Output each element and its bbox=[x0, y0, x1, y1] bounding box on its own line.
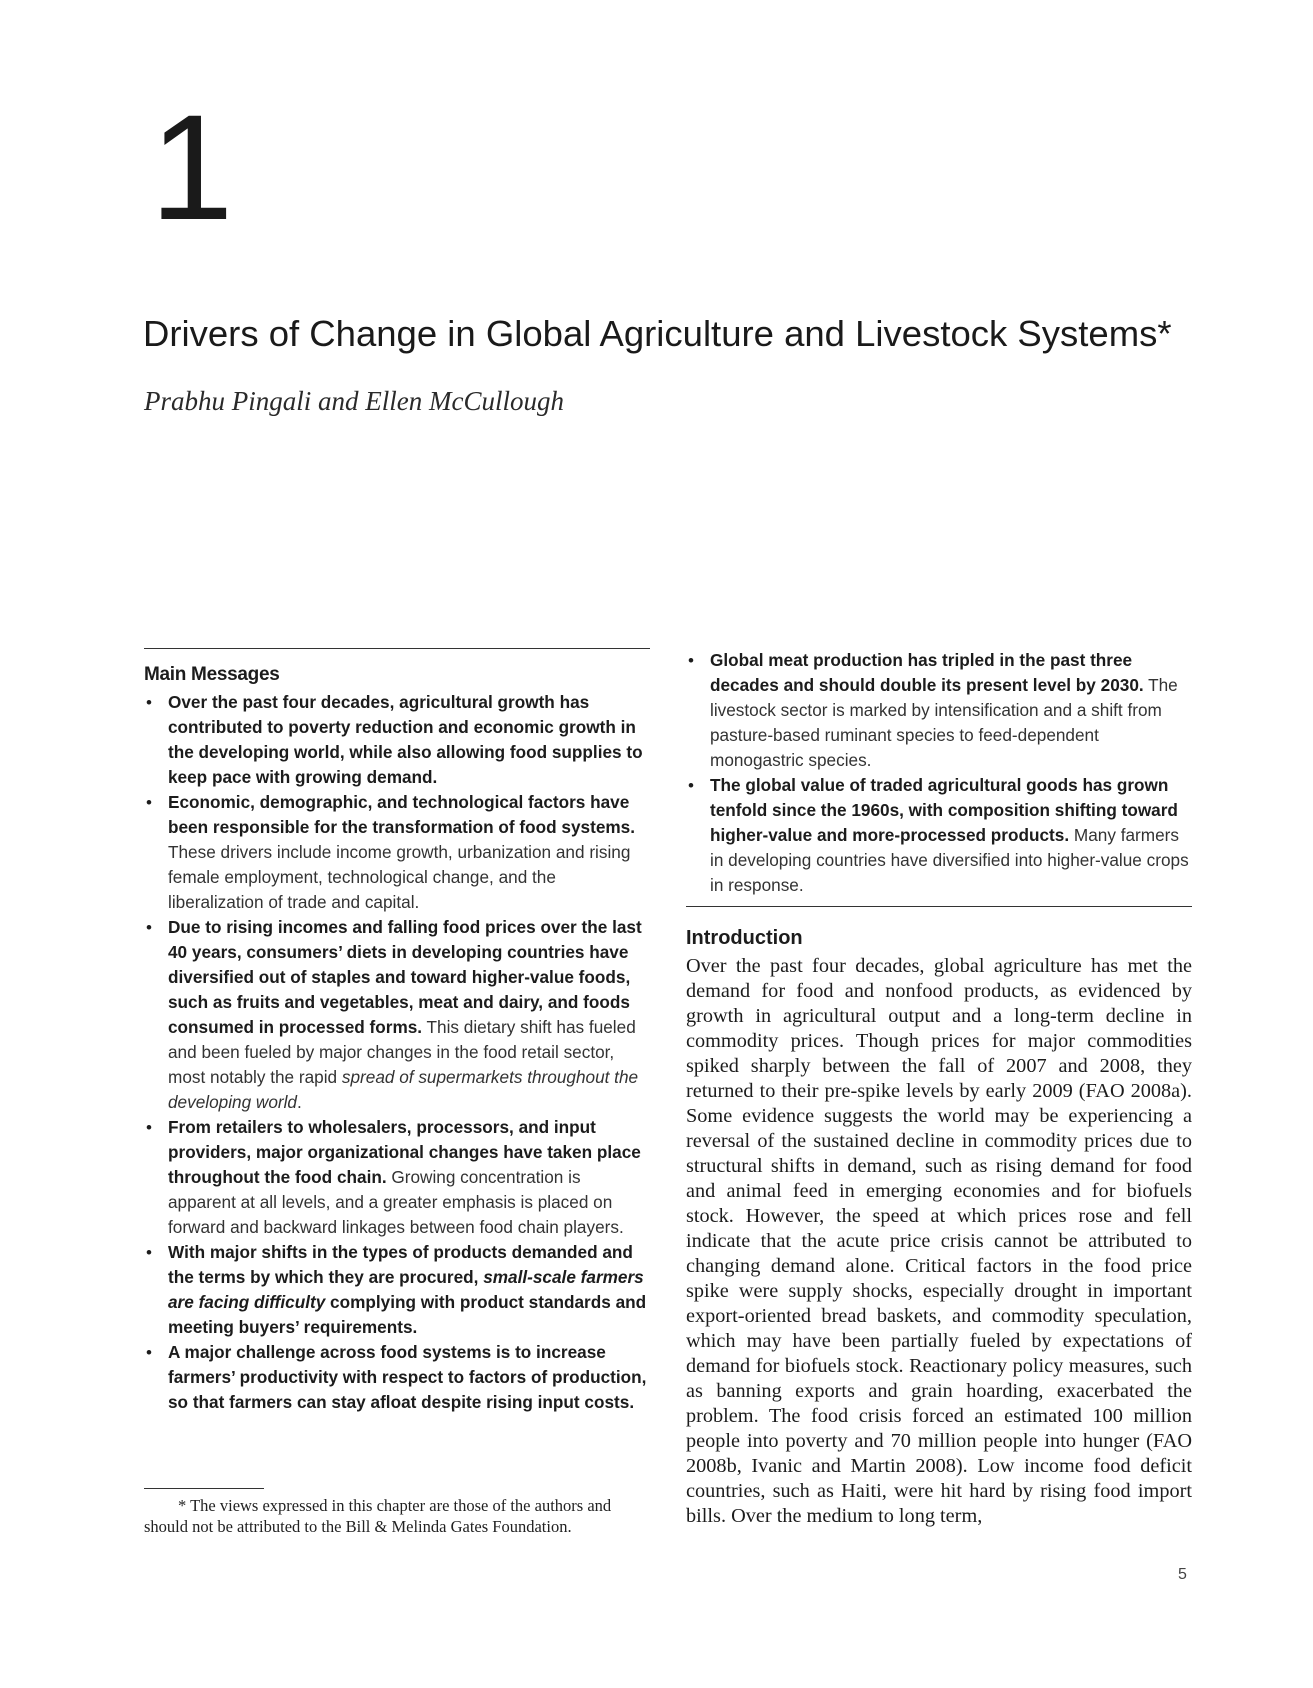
message-bold: Economic, demographic, and technological factors have been responsible for the transformation of food systems. bbox=[168, 792, 635, 837]
main-messages-heading: Main Messages bbox=[144, 664, 280, 685]
message-bold: From retailers to wholesalers, processors, and input providers, major organizational changes have taken place throughout the food chain. bbox=[168, 1117, 641, 1187]
message-bold: With major shifts in the types of products demanded and the terms by which they are procured, bbox=[168, 1242, 633, 1287]
page-number: 5 bbox=[1178, 1566, 1187, 1583]
message-text: This dietary shift has fueled and been fueled by major changes in the food retail sector, most notably the rapid bbox=[168, 1017, 636, 1087]
message-bold: Global meat production has tripled in the past three decades and should double its present level by 2030. bbox=[710, 650, 1144, 695]
message-bold-italic: small-scale farmers are facing difficulty bbox=[168, 1267, 644, 1312]
message-text: Many farmers in developing countries have diversified into higher-value crops in response. bbox=[710, 825, 1189, 895]
footnote: * The views expressed in this chapter are those of the authors and should not be attributed to the Bill & Melinda Gates Foundation. bbox=[144, 1496, 612, 1536]
list-item bbox=[144, 1340, 650, 1415]
list-item bbox=[686, 773, 1192, 898]
message-text: Growing concentration is apparent at all levels, and a greater emphasis is placed on forward and backward linkages between food chain players. bbox=[168, 1167, 624, 1237]
list-item bbox=[144, 1115, 650, 1240]
chapter-title: Drivers of Change in Global Agriculture and Livestock Systems* bbox=[143, 313, 1172, 354]
message-text: The livestock sector is marked by intensification and a shift from pasture-based ruminant species to feed-dependent monogastric species. bbox=[710, 675, 1178, 770]
top-rule bbox=[144, 648, 650, 649]
section-rule bbox=[686, 906, 1192, 907]
list-item bbox=[144, 690, 650, 790]
introduction-paragraph: Over the past four decades, global agriculture has met the demand for food and nonfood products, as evidenced by growth in agricultural output and a long-term decline in commodity prices. Though prices for major commodities spiked sharply between the fall of 2007 and 2008, they returned to their pre-spike levels by early 2009 (FAO 2008a). Some evidence suggests the world may be experiencing a reversal of the sustained decline in commodity prices due to structural shifts in demand, such as rising demand for food and animal feed in emerging economies and for biofuels stock. However, the speed at which prices rose and fell indicate that the acute price crisis cannot be attributed to changing demand alone. Critical factors in the food price spike were supply shocks, especially drought in important export-oriented bread baskets, and commodity speculation, which may have been partially fueled by expectations of demand for biofuels stock. Reactionary policy measures, such as banning exports and grain hoarding, exacerbated the problem. The food crisis forced an estimated 100 million people into poverty and 70 million people into hunger (FAO 2008b, Ivanic and Martin 2008). Low income food deficit countries, such as Haiti, were hit hard by rising food import bills. Over the medium to long term, bbox=[686, 955, 1192, 1527]
main-messages-list-continued bbox=[686, 648, 1192, 898]
footnote-rule bbox=[144, 1488, 264, 1489]
message-bold: Over the past four decades, agricultural growth has contributed to poverty reduction and economic growth in the developing world, while also allowing food supplies to keep pace with growing demand. bbox=[168, 692, 643, 787]
main-messages-left-column bbox=[144, 648, 650, 1415]
message-bold: Due to rising incomes and falling food prices over the last 40 years, consumers’ diets in developing countries have diversified out of staples and toward higher-value foods, such as fruits and vegetables, meat and dairy, and foods consumed in processed forms. bbox=[168, 917, 642, 1037]
message-text: These drivers include income growth, urbanization and rising female employment, technological change, and the liberalization of trade and capital. bbox=[168, 842, 631, 912]
chapter-number: 1 bbox=[150, 83, 234, 251]
message-bold: A major challenge across food systems is to increase farmers’ productivity with respect to factors of production, so that farmers can stay afloat despite rising input costs. bbox=[168, 1342, 647, 1412]
introduction-heading: Introduction bbox=[686, 927, 803, 949]
list-item bbox=[144, 790, 650, 915]
main-messages-list bbox=[144, 690, 650, 1415]
message-bold-end: complying with product standards and meeting buyers’ requirements. bbox=[168, 1292, 647, 1337]
message-bold: The global value of traded agricultural goods has grown tenfold since the 1960s, with composition shifting toward higher-value and more-processed products. bbox=[710, 775, 1178, 845]
message-text-end: . bbox=[297, 1092, 302, 1112]
chapter-authors: Prabhu Pingali and Ellen McCullough bbox=[144, 386, 564, 416]
list-item bbox=[144, 915, 650, 1115]
list-item bbox=[686, 648, 1192, 773]
right-column bbox=[686, 648, 1192, 1529]
message-italic: spread of supermarkets throughout the developing world bbox=[168, 1067, 639, 1112]
list-item bbox=[144, 1240, 650, 1340]
